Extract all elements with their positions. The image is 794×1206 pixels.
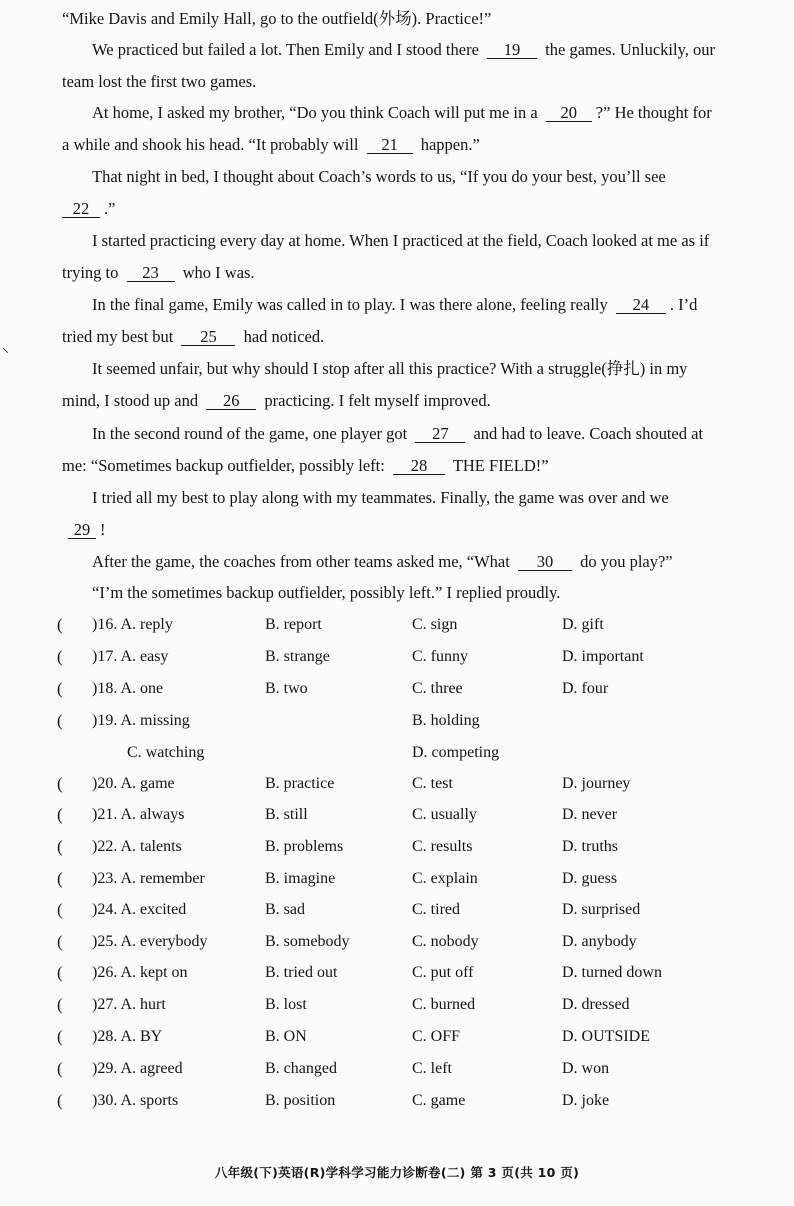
option-b: B. strange — [265, 648, 330, 665]
answer-paren[interactable]: ( — [57, 869, 63, 888]
answer-paren[interactable]: ( — [57, 679, 63, 698]
option-c: C. test — [412, 775, 453, 792]
option-d: D. journey — [562, 775, 631, 792]
margin-mark: ⸜ — [2, 341, 9, 356]
answer-paren[interactable]: ( — [57, 1027, 63, 1046]
option-c: C. three — [412, 680, 463, 697]
option-c: C. explain — [412, 870, 478, 887]
passage-text: . I’d — [669, 295, 698, 314]
blank-27: 27 — [415, 425, 465, 443]
option-b: B. tried out — [265, 964, 338, 981]
option-c: C. usually — [412, 806, 477, 823]
option-c: C. nobody — [412, 933, 479, 950]
passage-paragraph — [73, 488, 758, 540]
answer-paren[interactable]: ( — [57, 1059, 63, 1078]
passage-line — [62, 9, 758, 29]
option-d: D. dressed — [562, 996, 630, 1013]
page-footer: 八年级(下)英语(R)学科学习能力诊断卷(二) 第 3 页(共 10 页) — [214, 1165, 580, 1180]
blank-24: 24 — [616, 296, 666, 314]
blank-22: 22 — [62, 200, 100, 218]
answer-paren[interactable]: ( — [57, 805, 63, 824]
option-d: D. four — [562, 680, 609, 697]
passage-text: tried my best but — [62, 327, 174, 346]
option-b: B. lost — [265, 996, 307, 1013]
passage-text: After the game, the coaches from other teams asked me, “What — [92, 552, 510, 571]
blank-20: 20 — [546, 104, 592, 122]
question-number-option-a: )26. A. kept on — [92, 964, 188, 981]
answer-paren[interactable]: ( — [57, 615, 63, 634]
question-number-option-a: )29. A. agreed — [92, 1060, 183, 1077]
question-number-option-a: )18. A. one — [92, 680, 164, 697]
option-b: B. imagine — [265, 870, 336, 887]
passage-text: trying to — [62, 263, 119, 282]
option-c: C. OFF — [412, 1028, 461, 1045]
passage-paragraph — [72, 167, 758, 219]
question-number-option-a: )17. A. easy — [92, 648, 169, 665]
option-d: D. gift — [562, 616, 604, 633]
passage-text: I started practicing every day at home. When I practiced at the field, Coach looked at me as if — [92, 231, 710, 250]
question-number-option-a: )27. A. hurt — [92, 996, 166, 1013]
question-number-option-a: )25. A. everybody — [92, 933, 208, 950]
passage-paragraph — [62, 103, 758, 155]
answer-paren[interactable]: ( — [57, 995, 63, 1014]
option-c: C. results — [412, 838, 473, 855]
option-c: C. watching — [127, 744, 205, 761]
passage-paragraph — [92, 583, 758, 603]
option-d: D. competing — [412, 744, 500, 761]
passage-text: In the second round of the game, one player got — [92, 424, 408, 443]
passage-text: THE FIELD!” — [452, 456, 549, 475]
option-b: B. practice — [265, 775, 335, 792]
passage-text: me: “Sometimes backup outfielder, possibly left: — [62, 456, 385, 475]
option-d: D. truths — [562, 838, 618, 855]
option-d: D. turned down — [562, 964, 662, 981]
option-d: D. guess — [562, 870, 618, 887]
passage-text: practicing. I felt myself improved. — [264, 391, 491, 410]
passage-text: In the final game, Emily was called in to play. I was there alone, feeling really — [92, 295, 608, 314]
passage-text: .” — [104, 199, 116, 218]
blank-30: 30 — [518, 553, 572, 571]
blank-25: 25 — [181, 328, 235, 346]
passage-text: I tried all my best to play along with my teammates. Finally, the game was over and we — [92, 488, 669, 507]
option-d: D. joke — [562, 1092, 610, 1109]
option-d: D. won — [562, 1060, 610, 1077]
passage-text: mind, I stood up and — [62, 391, 199, 410]
option-b: B. two — [265, 680, 308, 697]
option-d: D. OUTSIDE — [562, 1028, 650, 1045]
answer-paren[interactable]: ( — [57, 932, 63, 951]
answer-paren[interactable]: ( — [57, 1091, 63, 1110]
passage-paragraph — [62, 359, 758, 411]
option-b: B. ON — [265, 1028, 307, 1045]
passage-text: It seemed unfair, but why should I stop after all this practice? With a struggle(挣扎) in my — [92, 359, 688, 378]
passage-text: a while and shook his head. “It probably will — [62, 135, 359, 154]
option-c: C. game — [412, 1092, 466, 1109]
question-number-option-a: )28. A. BY — [92, 1028, 163, 1045]
option-d: D. surprised — [562, 901, 641, 918]
blank-19: 19 — [487, 41, 537, 59]
passage-text: ! — [100, 520, 106, 539]
passage-paragraph — [62, 231, 758, 283]
option-b: B. holding — [412, 712, 480, 729]
blank-29: 29 — [68, 521, 96, 539]
question-number-option-a: )24. A. excited — [92, 901, 187, 918]
question-number-option-a: )20. A. game — [92, 775, 175, 792]
blank-23: 23 — [127, 264, 175, 282]
passage-paragraph — [92, 552, 758, 572]
blank-28: 28 — [393, 457, 445, 475]
passage-paragraph — [62, 40, 758, 92]
option-b: B. still — [265, 806, 308, 823]
question-number-option-a: )21. A. always — [92, 806, 185, 823]
option-c: C. put off — [412, 964, 474, 981]
option-b: B. position — [265, 1092, 336, 1109]
option-b: B. sad — [265, 901, 305, 918]
blank-26: 26 — [206, 392, 256, 410]
option-b: B. report — [265, 616, 322, 633]
passage-text: happen.” — [420, 135, 480, 154]
passage-text: “Mike Davis and Emily Hall, go to the outfield(外场). Practice!” — [62, 9, 492, 28]
passage-text: ?” He thought for — [595, 103, 712, 122]
answer-paren[interactable]: ( — [57, 963, 63, 982]
option-b: B. somebody — [265, 933, 350, 950]
question-number-option-a: )19. A. missing — [92, 712, 190, 729]
answer-paren[interactable]: ( — [57, 900, 63, 919]
option-c: C. sign — [412, 616, 458, 633]
answer-paren[interactable]: ( — [57, 647, 63, 666]
option-d: D. anybody — [562, 933, 637, 950]
passage-text: had noticed. — [243, 327, 325, 346]
blank-21: 21 — [367, 136, 413, 154]
option-b: B. changed — [265, 1060, 337, 1077]
answer-paren[interactable]: ( — [57, 774, 63, 793]
question-number-option-a: )30. A. sports — [92, 1092, 179, 1109]
passage-text: “I’m the sometimes backup outfielder, possibly left.” I replied proudly. — [92, 583, 561, 602]
answer-paren[interactable]: ( — [57, 837, 63, 856]
passage-text: the games. Unluckily, our — [545, 40, 716, 59]
question-number-option-a: )23. A. remember — [92, 870, 205, 887]
option-c: C. tired — [412, 901, 460, 918]
passage-paragraph — [62, 424, 758, 476]
option-c: C. burned — [412, 996, 476, 1013]
passage-text: do you play?” — [580, 552, 673, 571]
passage-text: That night in bed, I thought about Coach’s words to us, “If you do your best, you’ll see — [92, 167, 666, 186]
passage-text: At home, I asked my brother, “Do you think Coach will put me in a — [92, 103, 538, 122]
passage-text: We practiced but failed a lot. Then Emily and I stood there — [92, 40, 479, 59]
option-b: B. problems — [265, 838, 344, 855]
passage-text: team lost the first two games. — [62, 72, 257, 91]
option-c: C. left — [412, 1060, 452, 1077]
passage-text: and had to leave. Coach shouted at — [473, 424, 704, 443]
question-number-option-a: )16. A. reply — [92, 616, 173, 633]
option-d: D. important — [562, 648, 644, 665]
option-c: C. funny — [412, 648, 468, 665]
answer-paren[interactable]: ( — [57, 711, 63, 730]
passage-paragraph — [62, 295, 758, 347]
option-d: D. never — [562, 806, 618, 823]
passage-text: who I was. — [182, 263, 255, 282]
question-number-option-a: )22. A. talents — [92, 838, 182, 855]
